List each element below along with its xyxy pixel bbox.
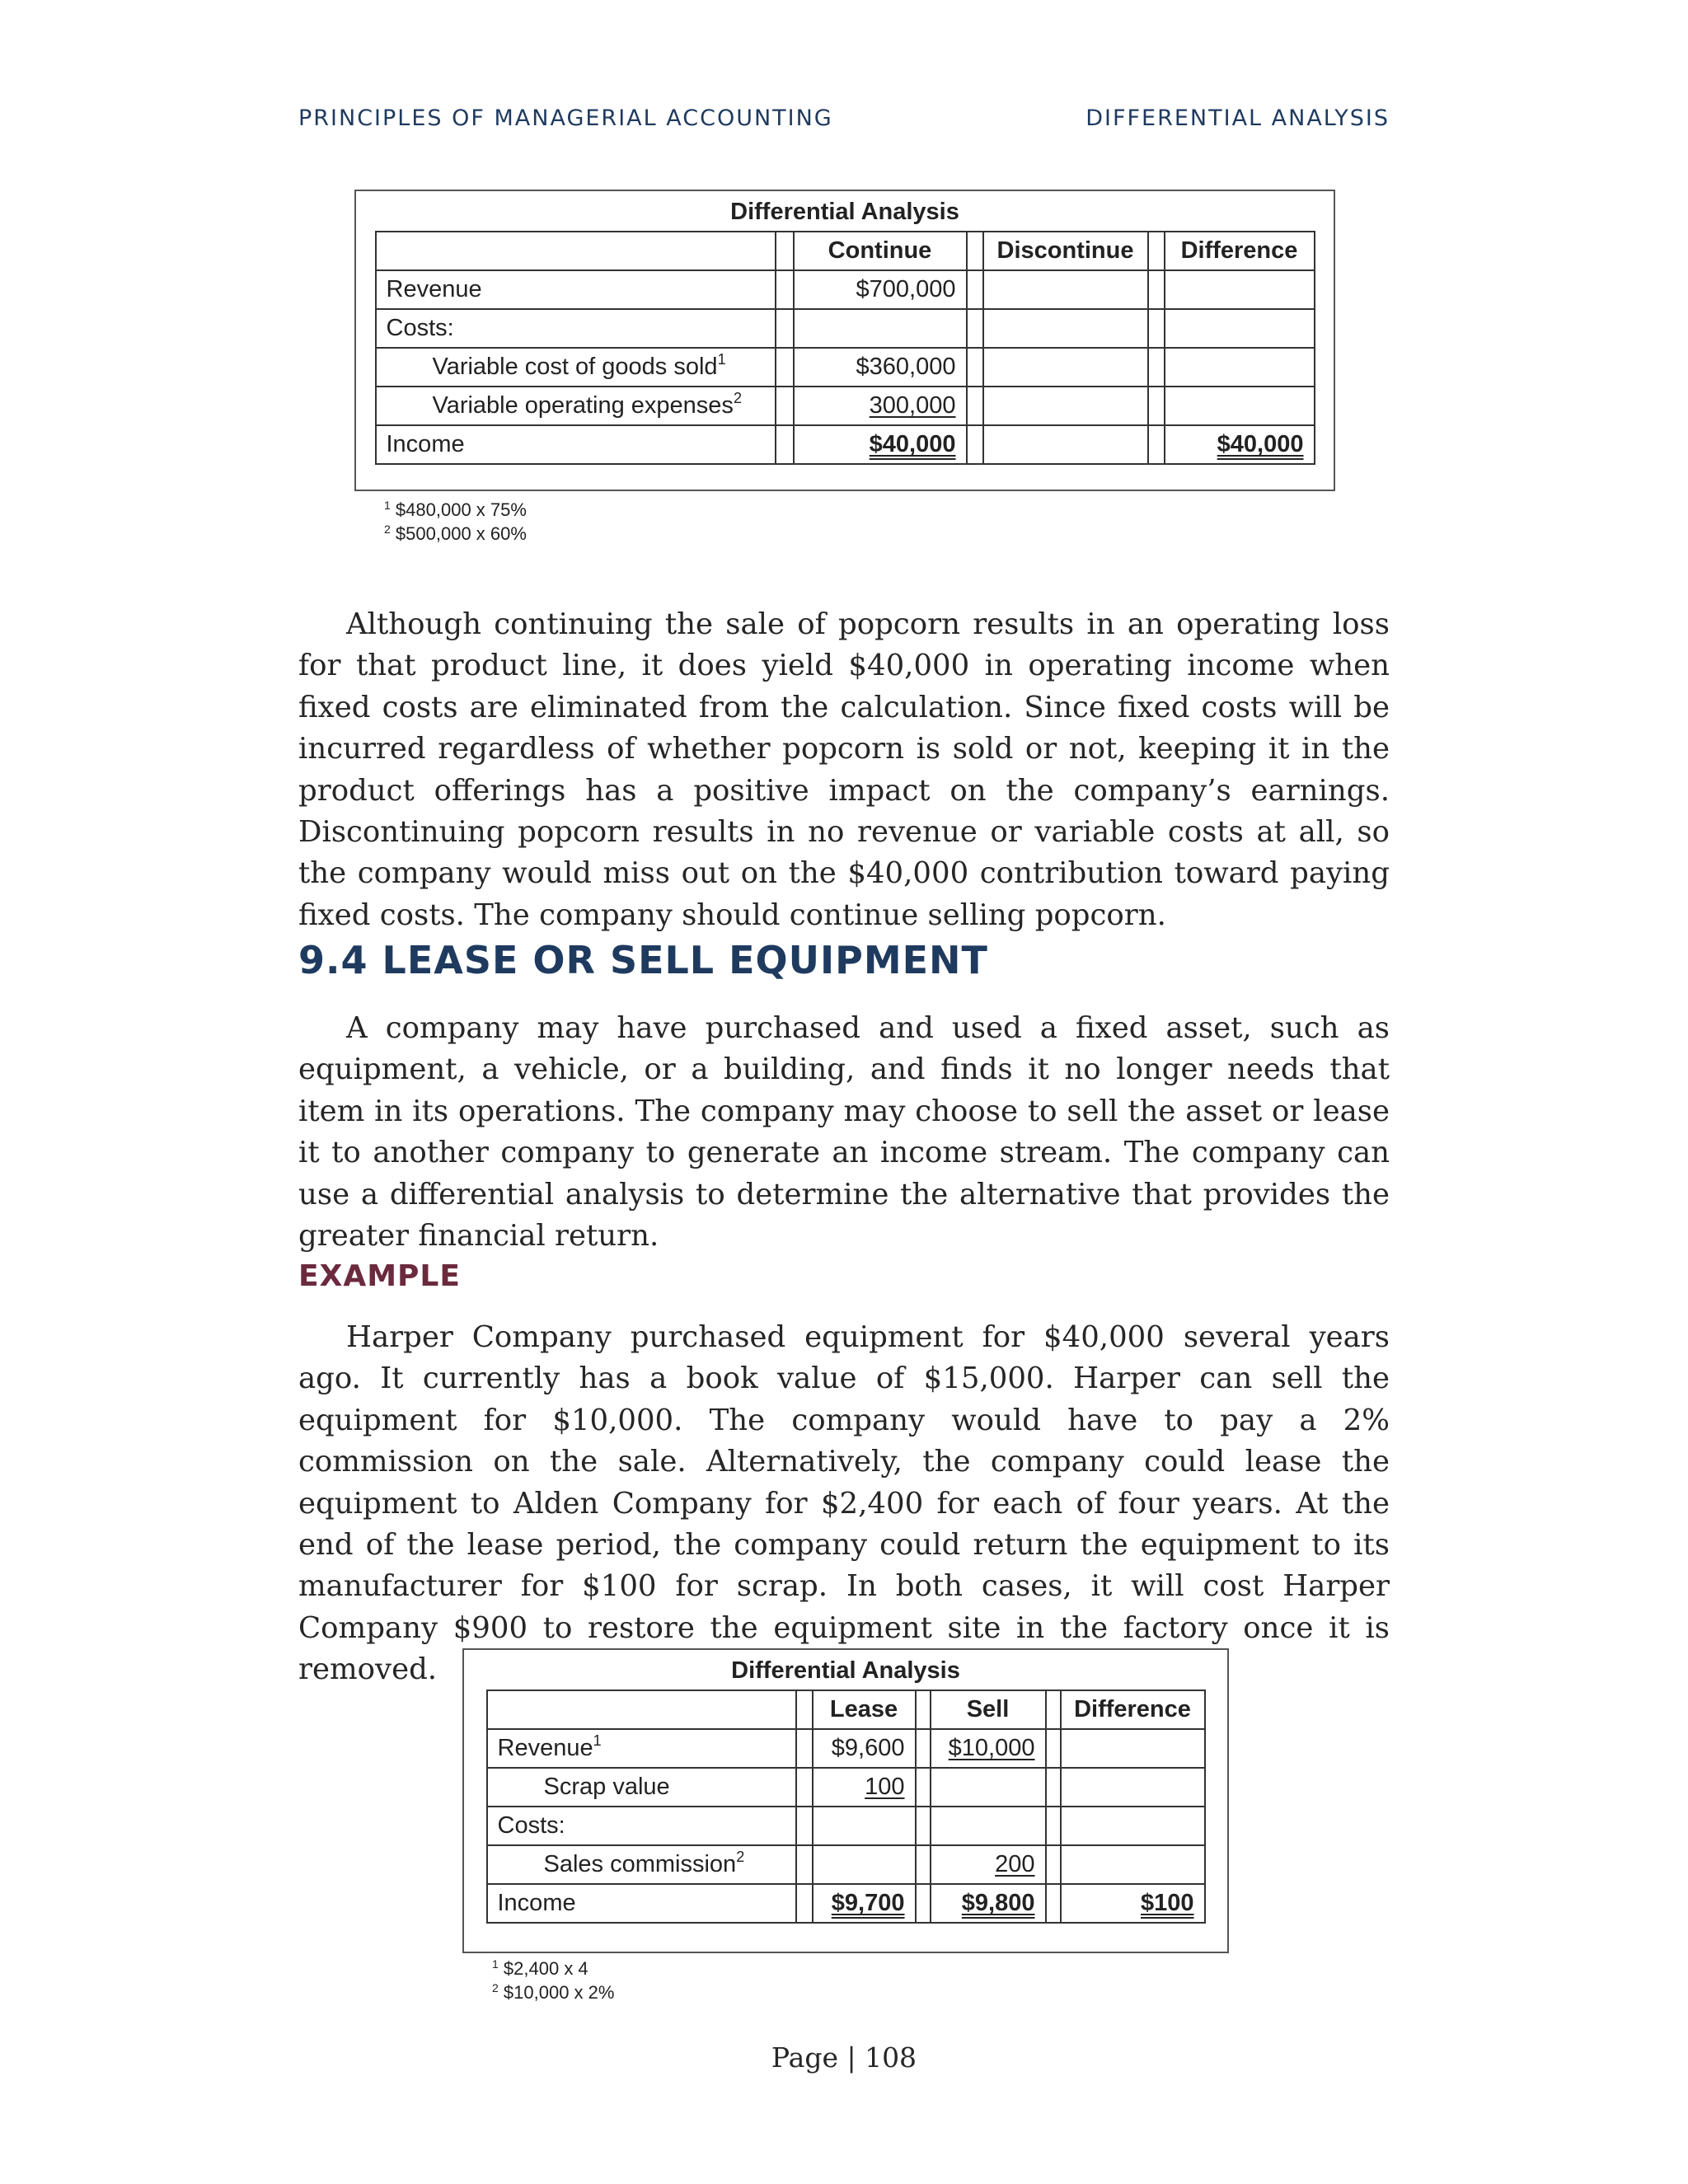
running-header bbox=[298, 105, 1390, 138]
table2-title: Differential Analysis bbox=[731, 1657, 960, 1684]
cell-value: $9,800 bbox=[931, 1884, 1046, 1923]
cell-value: $9,700 bbox=[813, 1884, 916, 1923]
row-label: Scrap value bbox=[487, 1768, 796, 1807]
body-paragraph: Harper Company purchased equipment for $40,000 several years ago. It currently has a book value of $15,000. Harper can sell the equipment for $10,000. The company would have to pay a 2% commission on the sale. Alternatively, the company could lease the equipment to Alden Company for $2,400 for each of four years. At the end of the lease period, the company could return the equipment to its manufacturer for $100 for scrap. In both cases, it will cost Harper Company $900 to restore the equipment site in the factory once it is removed. bbox=[298, 1320, 1390, 1687]
book-title: PRINCIPLES OF MANAGERIAL ACCOUNTING bbox=[298, 105, 833, 131]
cell-value: $100 bbox=[1061, 1884, 1205, 1923]
column-header: Lease bbox=[813, 1690, 916, 1729]
table-row bbox=[487, 1768, 1205, 1807]
footnote: $^2$ $500,000 x 60% bbox=[384, 523, 527, 544]
row-label: Costs: bbox=[376, 309, 776, 348]
row-label: Costs: bbox=[487, 1807, 796, 1845]
row-label: Sales commission$^2$ bbox=[487, 1845, 796, 1884]
table-row bbox=[376, 309, 1315, 348]
cell-value bbox=[1165, 270, 1315, 309]
cell-value bbox=[1061, 1729, 1205, 1768]
table-row-total bbox=[487, 1884, 1205, 1923]
column-header: Sell bbox=[931, 1690, 1046, 1729]
page-number: Page | 108 bbox=[771, 2041, 917, 2074]
table2-grid bbox=[486, 1690, 1206, 1924]
table-row bbox=[376, 348, 1315, 387]
table-row bbox=[376, 270, 1315, 309]
row-label: Income bbox=[376, 425, 776, 464]
cell-value bbox=[1165, 348, 1315, 387]
cell-value bbox=[983, 270, 1148, 309]
differential-analysis-table-2 bbox=[462, 1648, 1229, 1953]
cell-value: $9,600 bbox=[813, 1729, 916, 1768]
row-label: Income bbox=[487, 1884, 796, 1923]
footnote: $^1$ $480,000 x 75% bbox=[384, 499, 527, 520]
body-paragraph: A company may have purchased and used a fixed asset, such as equipment, a vehicle, or a building, and finds it no longer needs that item in its operations. The company may choose to sell the asset or lease it to another company to generate an income stream. The company can use a differential analysis to determine the alternative that provides the greater financial return. bbox=[298, 1011, 1390, 1254]
column-header: Difference bbox=[1061, 1690, 1205, 1729]
row-label: Variable cost of goods sold$^1$ bbox=[376, 348, 776, 387]
footnote: $^1$ $2,400 x 4 bbox=[492, 1957, 588, 1979]
differential-analysis-table-1 bbox=[354, 190, 1335, 491]
table-row bbox=[487, 1729, 1205, 1768]
cell-value: $360,000 bbox=[794, 348, 967, 387]
footnote-ref: 1 bbox=[717, 351, 726, 368]
footnote: $^2$ $10,000 x 2% bbox=[492, 1981, 615, 2003]
cell-value: $40,000 bbox=[794, 425, 967, 464]
cell-value: 300,000 bbox=[794, 387, 967, 425]
cell-value: $10,000 bbox=[931, 1729, 1046, 1768]
cell-value bbox=[1061, 1845, 1205, 1884]
cell-value bbox=[1061, 1768, 1205, 1807]
cell-value bbox=[813, 1845, 916, 1884]
body-paragraph: Although continuing the sale of popcorn results in an operating loss for that product line, it does yield $40,000 in operating income when fixed costs are eliminated from the calculation. Since fixed costs will be incurred regardless of whether popcorn is sold or not, keeping it in the product offerings has a positive impact on the company’s earnings. Discontinuing popcorn results in no revenue or variable costs at all, so the company would miss out on the $40,000 contribution toward paying fixed costs. The company should continue selling popcorn. bbox=[298, 607, 1390, 932]
cell-value bbox=[983, 425, 1148, 464]
footnote-ref: 2 bbox=[733, 390, 742, 406]
section-heading: 9.4 LEASE OR SELL EQUIPMENT bbox=[298, 938, 988, 982]
column-header: Difference bbox=[1165, 232, 1315, 270]
column-header: Discontinue bbox=[983, 232, 1148, 270]
cell-value: $700,000 bbox=[794, 270, 967, 309]
table2-footnotes bbox=[492, 1957, 614, 2004]
cell-value bbox=[931, 1768, 1046, 1807]
table1-footnotes bbox=[384, 498, 527, 546]
table-header-row bbox=[487, 1690, 1205, 1729]
cell-value bbox=[1165, 387, 1315, 425]
footnote-ref: 2 bbox=[736, 1849, 745, 1865]
row-label: Revenue$^1$ bbox=[487, 1729, 796, 1768]
table-row bbox=[487, 1845, 1205, 1884]
row-label: Revenue bbox=[376, 270, 776, 309]
cell-value bbox=[983, 348, 1148, 387]
table1-grid bbox=[375, 231, 1315, 465]
cell-value: 200 bbox=[931, 1845, 1046, 1884]
table-row bbox=[376, 387, 1315, 425]
cell-value: $40,000 bbox=[1165, 425, 1315, 464]
footnote-ref: 1 bbox=[593, 1732, 602, 1749]
table-row-total bbox=[376, 425, 1315, 464]
cell-value bbox=[983, 387, 1148, 425]
table-row bbox=[487, 1807, 1205, 1845]
example-heading: EXAMPLE bbox=[298, 1259, 461, 1293]
row-label: Variable operating expenses$^2$ bbox=[376, 387, 776, 425]
table1-title: Differential Analysis bbox=[730, 199, 959, 225]
table-header-row bbox=[376, 232, 1315, 270]
cell-value: 100 bbox=[813, 1768, 916, 1807]
chapter-title: DIFFERENTIAL ANALYSIS bbox=[1085, 105, 1390, 131]
column-header: Continue bbox=[794, 232, 967, 270]
